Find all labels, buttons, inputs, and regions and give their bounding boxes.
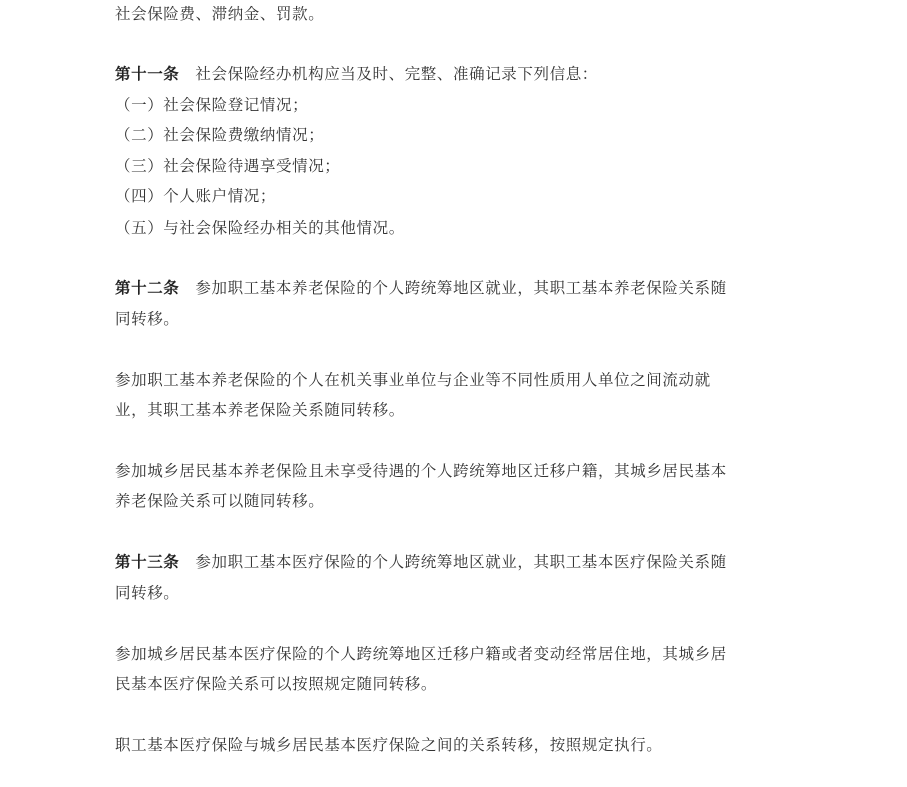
list-item: （四）个人账户情况； [115, 187, 277, 205]
list-item: （五）与社会保险经办相关的其他情况。 [115, 219, 405, 237]
paragraph-line: 业，其职工基本养老保险关系随同转移。 [115, 401, 405, 419]
paragraph-line: 职工基本医疗保险与城乡居民基本医疗保险之间的关系转移，按照规定执行。 [115, 736, 663, 754]
paragraph-line: 社会保险费、滞纳金、罚款。 [115, 5, 325, 23]
paragraph-line: 同转移。 [115, 310, 180, 328]
paragraph-line: 参加城乡居民基本养老保险且未享受待遇的个人跨统筹地区迁移户籍，其城乡居民基本 [115, 462, 727, 480]
paragraph-line: 同转移。 [115, 584, 180, 602]
article-11-heading-line [115, 64, 598, 84]
article-11-text: 社会保险经办机构应当及时、完整、准确记录下列信息： [195, 65, 598, 83]
paragraph-line: 参加城乡居民基本医疗保险的个人跨统筹地区迁移户籍或者变动经常居住地，其城乡居 [115, 645, 727, 663]
article-12-heading-line [115, 278, 727, 298]
article-12-text: 参加职工基本养老保险的个人跨统筹地区就业，其职工基本养老保险关系随 [195, 279, 727, 297]
list-item: （二）社会保险费缴纳情况； [115, 126, 325, 144]
list-item: （三）社会保险待遇享受情况； [115, 157, 341, 175]
article-13-text: 参加职工基本医疗保险的个人跨统筹地区就业，其职工基本医疗保险关系随 [195, 553, 727, 571]
article-12-title: 第十二条 [115, 279, 180, 297]
paragraph-line: 参加职工基本养老保险的个人在机关事业单位与企业等不同性质用人单位之间流动就 [115, 371, 711, 389]
paragraph-line: 民基本医疗保险关系可以按照规定随同转移。 [115, 675, 438, 693]
list-item: （一）社会保险登记情况； [115, 96, 309, 114]
article-11-title: 第十一条 [115, 65, 180, 83]
article-13-title: 第十三条 [115, 553, 180, 571]
paragraph-line: 养老保险关系可以随同转移。 [115, 492, 325, 510]
article-13-heading-line [115, 552, 727, 572]
